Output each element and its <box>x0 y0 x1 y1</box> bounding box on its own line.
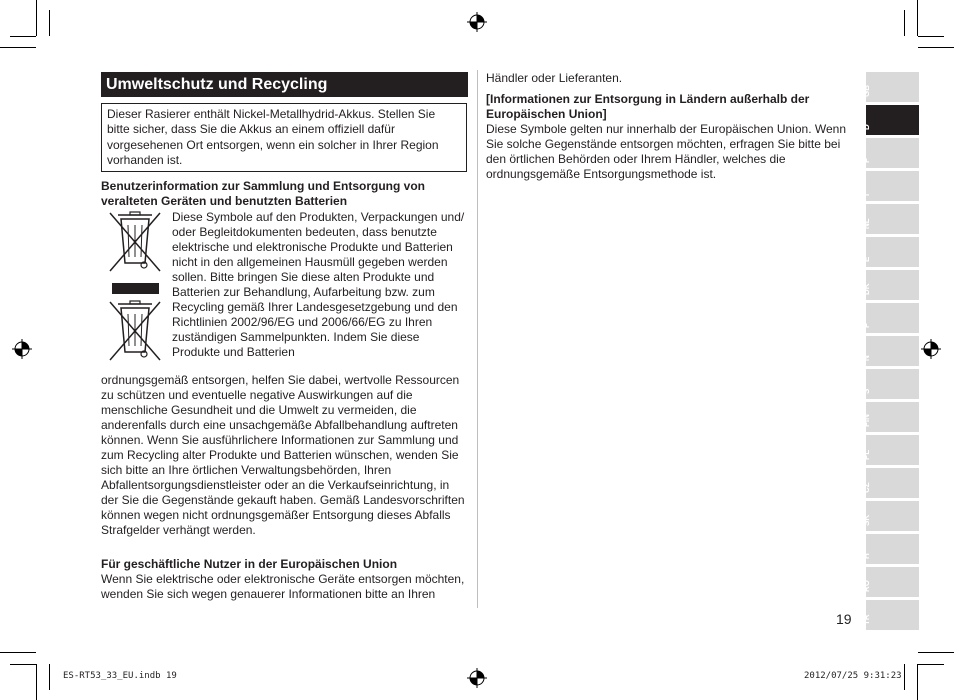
page-number: 19 <box>836 611 852 627</box>
tab-f <box>862 138 919 168</box>
outside-eu-heading: [Informationen zur Entsorgung in Ländern außerhalb der Europäischen Union] <box>486 92 810 121</box>
tab-label: P <box>862 322 871 328</box>
business-text: Wenn Sie elektrische oder elektronische Geräte entsorgen möchten, wenden Sie sich wegen genauerer Informationen bitte an Ihren <box>101 572 465 601</box>
crop-mark <box>918 47 954 48</box>
crop-mark <box>917 664 918 700</box>
tab-label: DK <box>862 283 871 295</box>
notice-box: Dieser Rasierer enthält Nickel-Metallhydrid-Akkus. Stellen Sie bitte sicher, dass Sie die Akkus an einem offiziell dafür vorgesehenen Ort entsorgen, wenn ein solcher in Ihrer Region vorhanden ist. <box>101 103 467 172</box>
outside-eu-text: Diese Symbole gelten nur innerhalb der Europäischen Union. Wenn Sie solche Gegenstände entsorgen möchten, erfragen Sie bitte bei den örtlichen Behörden oder Ihrem Händler, welches die ordnungsgemäße Entsorgungsmethode ist. <box>486 122 846 181</box>
tab-label: CZ <box>862 482 871 493</box>
tab-ro <box>862 567 919 597</box>
section-title: Umweltschutz und Recycling <box>101 72 468 97</box>
crossed-bin-battery-icon <box>108 300 162 362</box>
user-info-heading: Benutzerinformation zur Sammlung und Entsorgung von veralteten Geräten und benutzten Batterien <box>101 179 425 208</box>
crop-mark <box>0 652 36 653</box>
crop-mark <box>918 36 944 37</box>
tab-tr <box>862 600 919 630</box>
recycling-text: ordnungsgemäß entsorgen, helfen Sie dabei, wertvolle Ressourcen zu schützen und eventuelle negative Auswirkungen auf die menschliche Gesundheit und die Umwelt zu vermeiden, die anderenfalls durch eine unsachgemäße Abfallbehandlung auftreten können. Wenn Sie ausführlichere Informationen zur Sammlung und zum Recycling alter Produkte und Batterien wünschen, wenden Sie sich bitte an Ihre örtlichen Verwaltungsbehörden, Ihren Abfallentsorgungsdienstleister oder an die Verkaufseinrichtung, in der Sie die Gegenstände gekauft haben. Gemäß Landesvorschriften können wegen nicht ordnungsgemäßer Entsorgung dieses Abfalls Strafgelder verhängt werden. <box>101 373 465 537</box>
tab-sk <box>862 501 919 531</box>
crop-mark <box>918 652 954 653</box>
tab-label: N <box>862 355 871 361</box>
tab-cz <box>862 468 919 498</box>
tab-n <box>862 336 919 366</box>
crop-mark <box>0 47 36 48</box>
business-heading: Für geschäftliche Nutzer in der Europäischen Union <box>101 557 398 571</box>
continued-text: Händler oder Lieferanten. <box>486 71 623 85</box>
footer-file: ES-RT53_33_EU.indb 19 <box>63 671 177 681</box>
tab-label: E <box>862 256 871 262</box>
crop-mark <box>36 0 37 36</box>
tab-d <box>862 105 919 135</box>
crop-mark <box>10 36 36 37</box>
tab-label: SK <box>862 514 871 526</box>
tab-label: TR <box>862 614 871 625</box>
registration-mark-icon <box>12 339 32 359</box>
crop-mark <box>36 664 37 700</box>
tab-dk <box>862 270 919 300</box>
registration-mark-icon <box>467 668 487 688</box>
tab-fin <box>862 402 919 432</box>
crop-mark <box>10 664 36 665</box>
tab-nl <box>862 204 919 234</box>
tab-label: FIN <box>862 414 871 427</box>
crop-mark <box>917 0 918 36</box>
tab-label: PL <box>862 449 871 460</box>
tab-label: I <box>862 193 871 196</box>
tab-label: RO <box>862 580 871 592</box>
tab-label: F <box>862 158 871 163</box>
registration-mark-icon <box>921 339 941 359</box>
tab-label: H <box>862 553 871 559</box>
crossed-bin-icon <box>108 211 162 273</box>
registration-mark-icon <box>467 12 487 32</box>
tab-label: GB <box>862 85 871 97</box>
tab-i <box>862 171 919 201</box>
tab-p <box>862 303 919 333</box>
tab-pl <box>862 435 919 465</box>
tab-h <box>862 534 919 564</box>
crop-mark <box>904 664 905 690</box>
crop-mark <box>49 10 50 36</box>
footer-date: 2012/07/25 9:31:23 <box>804 671 902 681</box>
crop-mark <box>904 10 905 36</box>
column-divider <box>477 70 478 608</box>
tab-label: S <box>862 388 871 394</box>
tab-label: NL <box>862 218 871 229</box>
tab-label: D <box>862 124 871 130</box>
symbols-text: Diese Symbole auf den Produkten, Verpackungen und/ oder Begleitdokumenten bedeuten, dass benutzte elektrische und elektronische Produkte und Batterien nicht in den allgemeinen Hausmüll gegeben werden sollen. Bitte bringen Sie diese alten Produkte und Batterien zur Behandlung, Aufarbeitung bzw. zum Recycling gemäß Ihrer Landesgesetzgebung und den Richtlinien 2002/96/EG und 2006/66/EG zu Ihren zuständigen Sammelpunkten. Indem Sie diese Produkte und Batterien <box>172 210 465 359</box>
tab-e <box>862 237 919 267</box>
tab-s <box>862 369 919 399</box>
tab-gb <box>862 72 919 102</box>
crop-mark <box>49 664 50 690</box>
black-bar <box>112 283 159 294</box>
crop-mark <box>918 664 944 665</box>
